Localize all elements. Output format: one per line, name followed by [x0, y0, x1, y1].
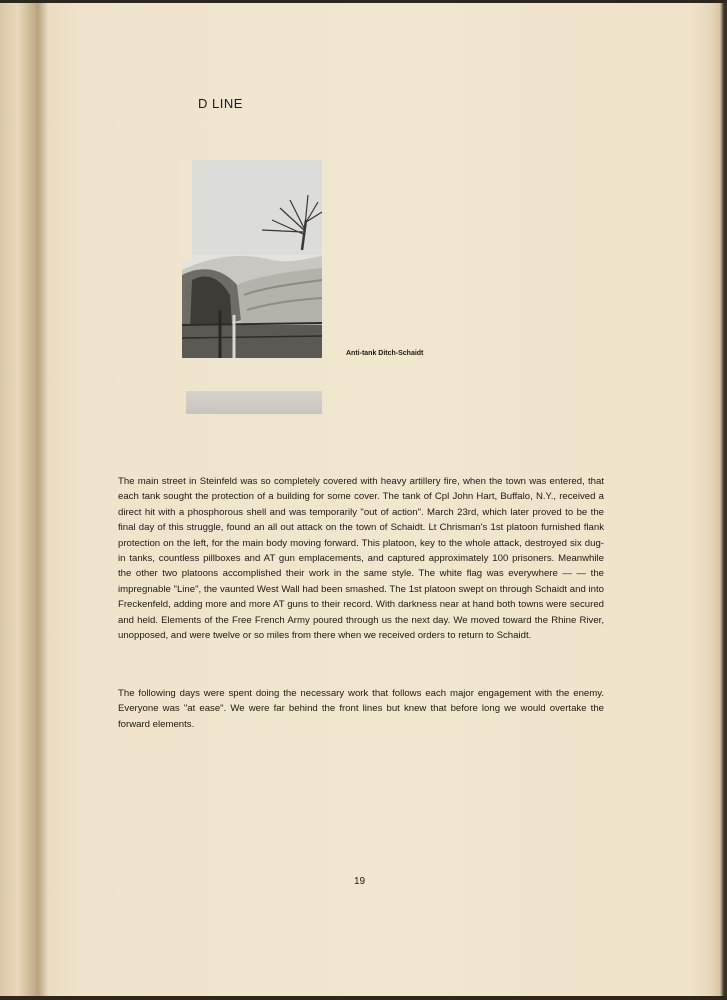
page-top-edge: [0, 0, 727, 3]
page-bottom-edge: [0, 996, 727, 1000]
page-number: 19: [354, 876, 366, 887]
photo-strip: [186, 391, 322, 414]
paragraph-2: The following days were spent doing the necessary work that follows each major engagement with the enemy. Everyone was "at ease". We were far behind the front lines but knew that before long we would overtake the forward elements.: [118, 688, 604, 730]
photo-caption: Anti-tank Ditch-Schaidt: [346, 350, 424, 357]
paragraph-1: The main street in Steinfeld was so completely covered with heavy artillery fire, when the town was entered, that each tank sought the protection of a building for some cover. The tank of Cpl John Hart, Buffalo, N.Y., received a direct hit with a phosphorous shell and was temporarily "out of action". March 23rd, which later proved to be the final day of this struggle, found an all out attack on the town of Schaidt. Lt Chrisman's 1st platoon furnished flank protection on the left, for the main body moving forward. This platoon, key to the whole attack, destroyed six dug-in tanks, countless pillboxes and AT gun emplacements, and captured approximately 100 prisoners. Meanwhile the other two platoons accomplished their work in the same style. The white flag was everywhere — — the impregnable "Line", the vaunted West Wall had been smashed. The 1st platoon swept on through Schaidt and into Freckenfeld, adding more and more AT guns to their record. With darkness near at hand both towns were secured and held. Elements of the Free French Army poured through us the next day. We moved toward the Rhine River, unopposed, and were twelve or so miles from there when we received orders to return to Schaidt.: [118, 476, 604, 642]
anti-tank-ditch-photo: [182, 160, 322, 358]
section-heading: D LINE: [198, 96, 243, 111]
photo-torn-edge: [182, 160, 192, 260]
ditch-photo-illustration: [182, 160, 322, 358]
